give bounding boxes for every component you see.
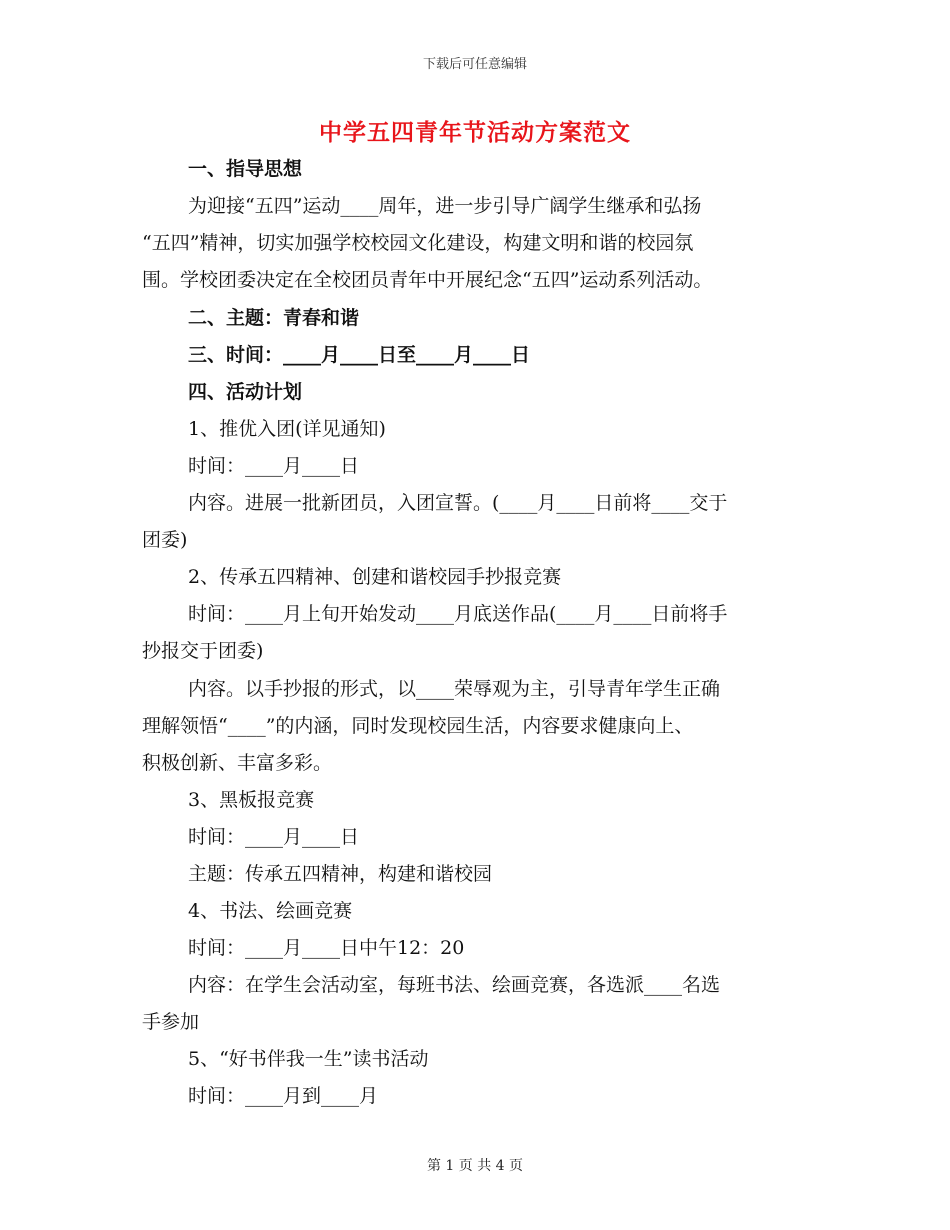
activity-time: 时间：____月____日 [188,826,360,848]
section-heading-time: 三、时间：____月____日至____月____日 [188,344,531,366]
activity-heading: 3、黑板报竞赛 [188,789,315,811]
page-header: 下载后可任意编辑 [422,57,527,72]
activity-content: 理解领悟“____”的内涵，同时发现校园生活，内容要求健康向上、 [142,715,694,737]
activity-content: 内容。进展一批新团员，入团宣誓。(____月____日前将____交于 [188,492,728,514]
section-heading-activity-plan: 四、活动计划 [188,381,303,403]
paragraph-line: 围。学校团委决定在全校团员青年中开展纪念“五四”运动系列活动。 [142,269,713,291]
activity-heading: 1、推优入团(详见通知) [188,418,386,440]
activity-content: 手参加 [142,1011,200,1033]
activity-time: 时间：____月到____月 [188,1085,379,1107]
paragraph-line: 为迎接“五四”运动____周年，进一步引导广阔学生继承和弘扬 [188,195,702,217]
activity-time: 抄报交于团委) [142,640,264,662]
activity-heading: 4、书法、绘画竞赛 [188,900,353,922]
activity-time: 时间：____月____日中午12：20 [188,937,465,959]
activity-content: 积极创新、丰富多彩。 [142,752,333,774]
activity-content: 团委) [142,529,188,551]
activity-time: 时间：____月____日 [188,455,360,477]
activity-heading: 5、“好书伴我一生”读书活动 [188,1048,429,1070]
activity-heading: 2、传承五四精神、创建和谐校园手抄报竞赛 [188,566,562,588]
activity-theme: 主题：传承五四精神，构建和谐校园 [188,863,493,885]
section-heading-guiding-thought: 一、指导思想 [188,158,303,180]
section-heading-theme: 二、主题：青春和谐 [188,307,360,329]
activity-content: 内容：在学生会活动室，每班书法、绘画竞赛，各选派____名选 [188,974,721,996]
page-number-footer: 第 1 页 共 4 页 [426,1158,524,1174]
paragraph-line: “五四”精神，切实加强学校校园文化建设，构建文明和谐的校园氛 [142,232,694,254]
activity-time: 时间：____月上旬开始发动____月底送作品(____月____日前将手 [188,603,728,625]
document-title: 中学五四青年节活动方案范文 [319,119,631,146]
activity-content: 内容。以手抄报的形式，以____荣辱观为主，引导青年学生正确 [188,678,721,700]
